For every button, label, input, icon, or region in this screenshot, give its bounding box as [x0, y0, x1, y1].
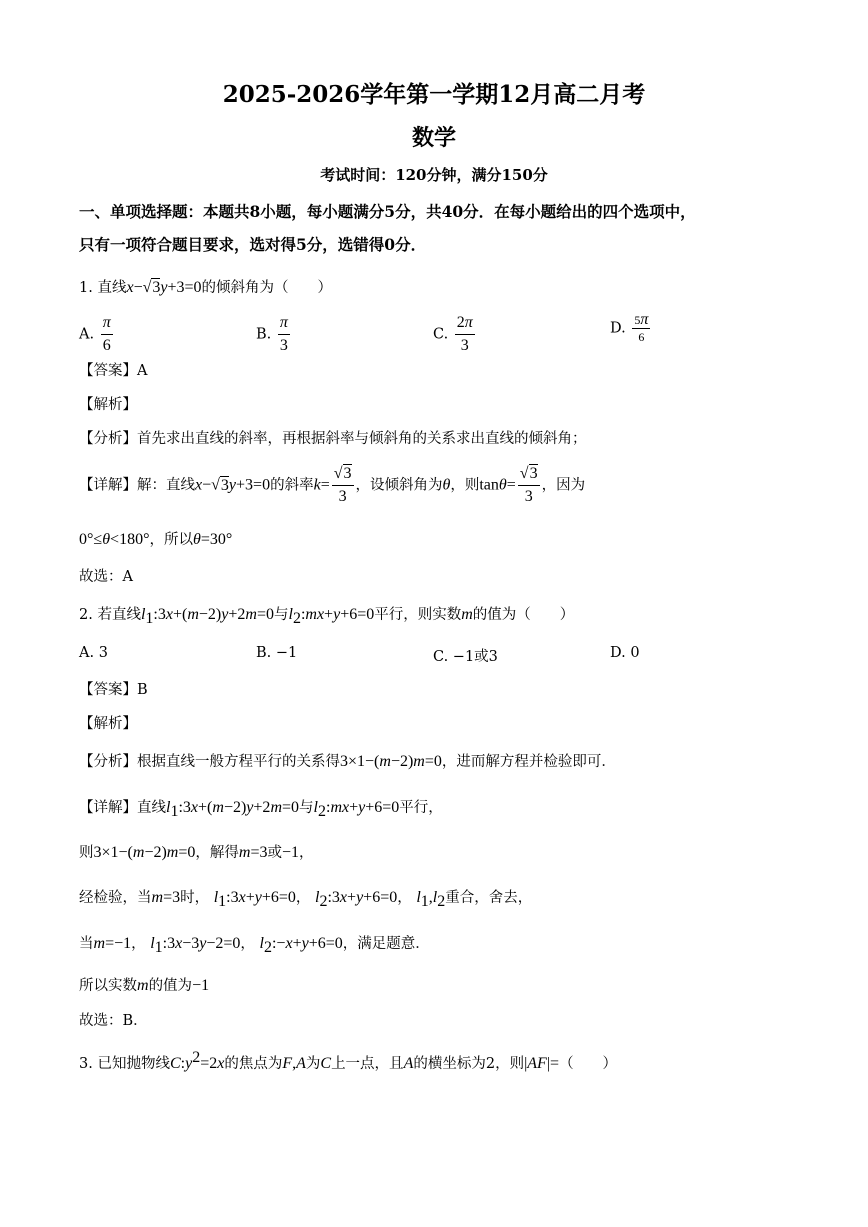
q1-option-c: C. $\frac{2\pi}{3}$	[433, 314, 473, 354]
q2-when2: 当m=−1， $l_1:3x-3y-2=0$， $l_2:-x+y+6=0$，满足题意．	[79, 935, 430, 956]
q2-option-c: C. −1或3	[433, 649, 498, 665]
q1-choose: 故选：A	[79, 569, 133, 585]
q2-check: 经检验，当m=3时， $l_1:3x+y+6=0$， $l_2:3x+y+6=0$， $l_1,l_2$重合，舍去，	[79, 889, 533, 910]
q1-analysis-label: 【解析】	[79, 397, 137, 413]
section-heading-line2: 只有一项符合题目要求，选对得5分，选错得0分．	[79, 235, 427, 254]
q2-detail: 【详解】直线$l_1:3x+(m-2)y+2m=0$与$l_2:mx+y+6=0$平行，	[79, 799, 443, 820]
exam-title: 2025-2026学年第一学期12月高二月考	[222, 81, 646, 108]
q1-answer: 【答案】A	[79, 363, 148, 379]
exam-info: 考试时间：120分钟，满分150分	[320, 166, 548, 184]
subject-title: 数学	[411, 125, 456, 151]
section-heading-line1: 一、单项选择题：本题共8小题，每小题满分5分，共40分．在每小题给出的四个选项中，	[79, 202, 696, 221]
q2-answer: 【答案】B	[79, 682, 148, 698]
q2-fenxi: 【分析】根据直线一般方程平行的关系得3×1−(m−2)m=0，进而解方程并检验即可．	[79, 753, 616, 770]
q1-option-b: B. $\frac{\pi}{3}$	[256, 314, 288, 354]
q2-choose: 故选：B．	[79, 1013, 148, 1029]
q1-fenxi: 【分析】首先求出直线的斜率，再根据斜率与倾斜角的关系求出直线的倾斜角；	[79, 431, 587, 447]
question-2-stem: 2. 若直线$l_1:3x+(m-2)y+2m=0$与$l_2:mx+y+6=0$平行，则实数m的值为（ ）	[79, 606, 575, 627]
q2-option-b: B. −1	[256, 645, 298, 661]
stem-text: 直线	[97, 280, 127, 296]
question-number: 1.	[79, 280, 93, 296]
question-1-stem: 1. 直线x−√3y+3=0的倾斜角为（ ）	[79, 279, 333, 296]
stem-text: 的倾斜角为（ ）	[201, 280, 333, 296]
q2-then: 则3×1−(m−2)m=0，解得m=3或−1，	[79, 844, 314, 861]
q1-detail-line2: 0°≤θ<180°，所以θ=30°	[79, 531, 233, 548]
q1-option-d: D. $\frac{5\pi}{6}$	[610, 311, 649, 344]
equation: x	[126, 279, 134, 296]
q2-option-d: D. 0	[610, 645, 640, 661]
q2-analysis-label: 【解析】	[79, 716, 137, 732]
question-3-stem: 3. 已知抛物线$C:y^2=2x$的焦点为F,A为C上一点，且A的横坐标为2，则|AF|=（ ）	[79, 1049, 618, 1072]
q2-option-a: A. 3	[79, 645, 108, 661]
q1-option-a: A. $\frac{\pi}{6}$	[79, 314, 111, 354]
q2-so: 所以实数m的值为−1	[79, 977, 210, 994]
q1-detail: 【详解】解：直线x−√3y+3=0的斜率k= $\frac{√3}{3}$ ，设倾斜角为θ，则tanθ= $\frac{√3}{3}$ ，因为	[79, 465, 586, 505]
